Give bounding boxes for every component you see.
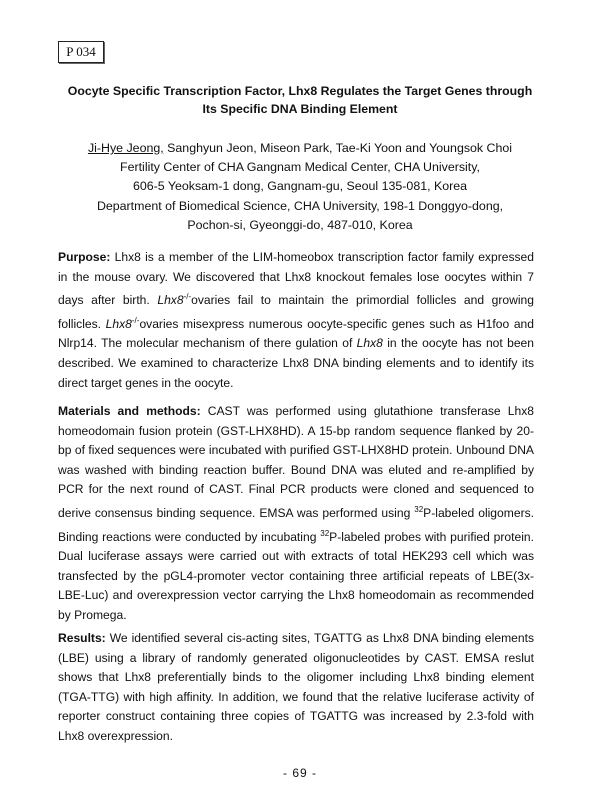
purpose-text-3: ovaries misexpress numerous oocyte-specific genes such as H1foo and Nlrp14. The molecular mechanism of there gulation of bbox=[58, 316, 534, 351]
methods-text-1: CAST was performed using glutathione transferase Lhx8 homeodomain fusion protein (GST-LHX8HD). A 15-bp random sequence flanked by 20-bp of fixed sequences were incubated with purified GST-LHX8HD protein. Unbound DNA was washed with binding reaction buffer. Bound DNA was eluted and re-amplified by PCR for the next round of CAST. Final PCR products were cloned and sequenced to derive consensus binding sequence. EMSA was performed using bbox=[58, 404, 534, 520]
gene-name: Lhx8 bbox=[105, 316, 132, 331]
genotype-superscript: -/- bbox=[183, 292, 192, 302]
affiliation-line-1: Fertility Center of CHA Gangnam Medical Center, CHA University, bbox=[120, 160, 480, 175]
page-number: - 69 - bbox=[282, 766, 317, 780]
co-authors: Sanghyun Jeon, Miseon Park, Tae-Ki Yoon and Youngsok Choi bbox=[163, 141, 513, 155]
methods-text-3: P-labeled probes with purified protein. Dual luciferase assays were carried out with extracts of total HEK293 cell which was transfected by the pGL4-promoter vector containing three artificial repeats of LBE(3x-LBE-Luc) and overexpression vector carrying the Lhx8 homeodomain as recommended by Promega. bbox=[58, 529, 535, 622]
abstract-title bbox=[60, 83, 540, 118]
title-line-2: Its Specific DNA Binding Element bbox=[202, 101, 398, 116]
methods-text-2: P-labeled oligomers. Binding reactions were conducted by incubating bbox=[58, 506, 534, 544]
author-block bbox=[50, 139, 550, 235]
author-list bbox=[50, 139, 550, 158]
abstract-code-box: P 034 bbox=[58, 41, 104, 63]
results-paragraph bbox=[58, 629, 534, 747]
purpose-paragraph bbox=[58, 248, 534, 393]
gene-name: Lhx8 bbox=[356, 336, 383, 351]
isotope-superscript: 32 bbox=[414, 504, 424, 514]
title-line-1: Oocyte Specific Transcription Factor, Lhx8 Regulates the Target Genes through bbox=[67, 84, 533, 98]
results-text: We identified several cis-acting sites, TGATTG as Lhx8 DNA binding elements (LBE) using a library of randomly generated oligonucleotides by CAST. EMSA reslut shows that Lhx8 preferentially binds to the oligomer including Lhx8 binding element (TGA-TTG) with high affinity. In addition, we found that the relative luciferase activity of reporter construct containing three copies of TGATTG was increased by 2.3-fold with Lhx8 overexpression. bbox=[58, 631, 534, 743]
isotope-superscript: 32 bbox=[320, 528, 330, 538]
purpose-text-1: Lhx8 is a member of the LIM-homeobox transcription factor family expressed in the mouse ovary. We discovered that Lhx8 knockout females lose oocytes within 7 days after birth. bbox=[58, 250, 534, 308]
methods-paragraph bbox=[58, 402, 534, 626]
purpose-text-2: ovaries fail to maintain the primordial follicles and growing follicles. bbox=[58, 293, 534, 331]
affiliation-line-2: 606-5 Yeoksam-1 dong, Gangnam-gu, Seoul 135-081, Korea bbox=[132, 179, 468, 194]
methods-label: Materials and methods: bbox=[58, 404, 201, 418]
affiliation-line-4: Pochon-si, Gyeonggi-do, 487-010, Korea bbox=[187, 217, 413, 232]
lead-author: Ji-Hye Jeong, bbox=[87, 141, 164, 155]
affiliation-line-3: Department of Biomedical Science, CHA University, 198-1 Donggyo-dong, bbox=[96, 198, 504, 213]
gene-name: Lhx8 bbox=[157, 293, 184, 308]
genotype-superscript: -/- bbox=[131, 315, 140, 325]
purpose-label: Purpose: bbox=[58, 250, 111, 264]
results-label: Results: bbox=[58, 631, 106, 645]
purpose-text-4: in the oocyte has not been described. We examined to characterize Lhx8 DNA binding elements and to identify its direct target genes in the oocyte. bbox=[58, 336, 534, 390]
